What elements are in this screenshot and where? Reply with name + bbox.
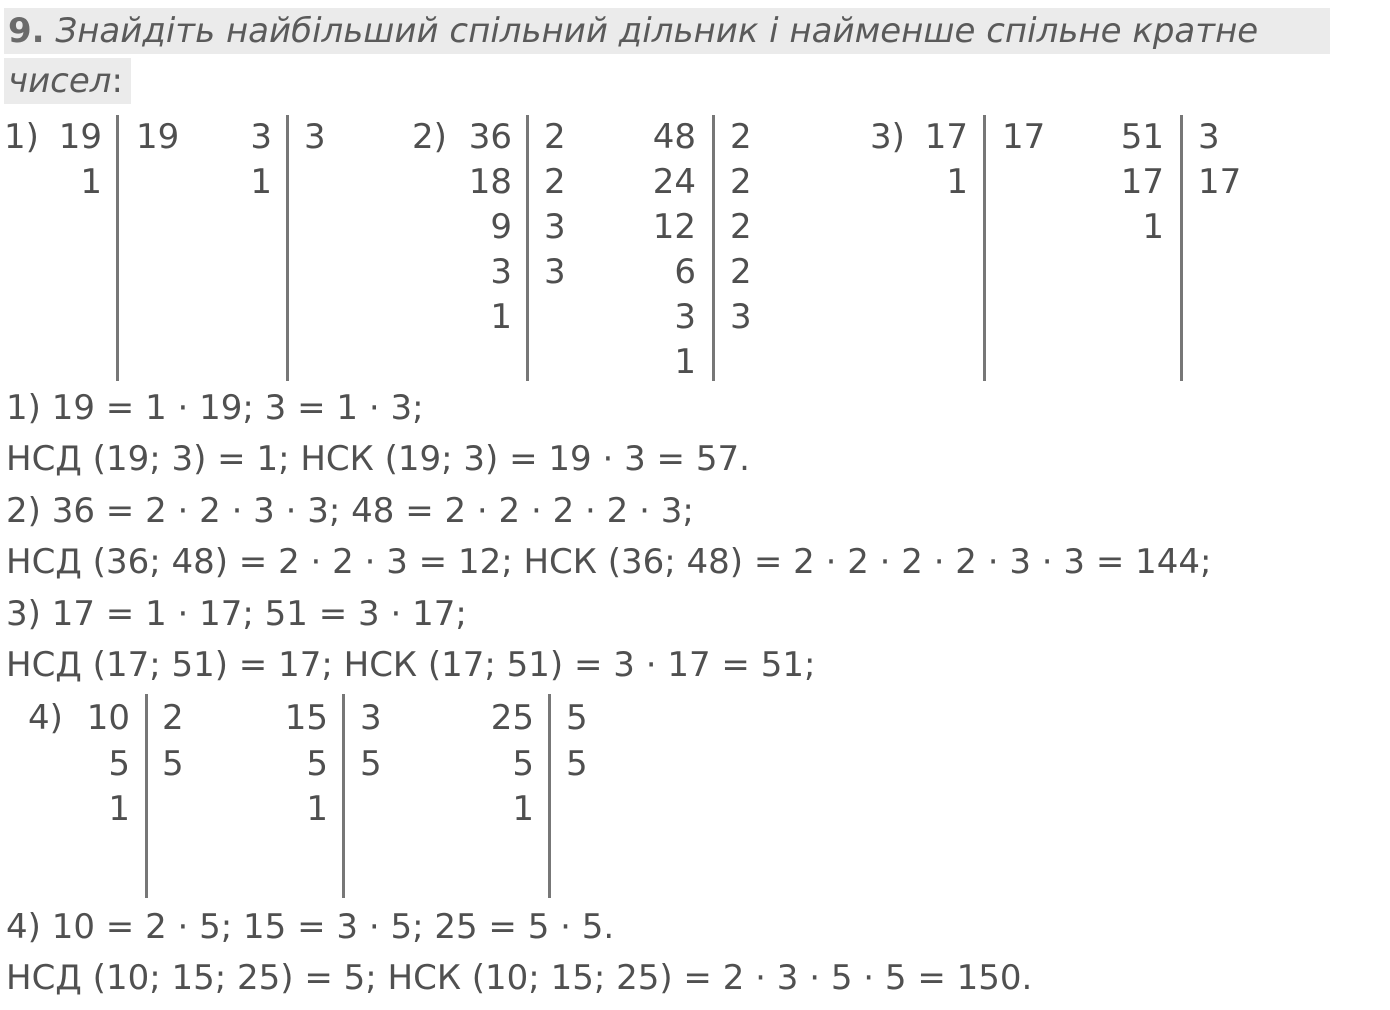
task-title-line2: чисел — [8, 61, 112, 101]
factor-left: 36 — [468, 117, 512, 157]
block1-label: 1) — [4, 117, 39, 157]
factor-left: 51 — [1120, 117, 1164, 157]
block4-label: 4) — [28, 698, 63, 738]
equation-line: 4) 10 = 2 · 5; 15 = 3 · 5; 25 = 5 · 5. — [6, 907, 615, 947]
factor-left: 17 — [924, 117, 968, 157]
factor-left: 1 — [80, 162, 102, 202]
factor-right: 2 — [544, 162, 566, 202]
factor-right: 5 — [566, 698, 588, 738]
factor-right: 2 — [730, 117, 752, 157]
equation-line: НСД (10; 15; 25) = 5; НСК (10; 15; 25) = 2 · 3 · 5 · 5 = 150. — [6, 958, 1033, 998]
factor-left: 1 — [946, 162, 968, 202]
factor-right: 5 — [566, 744, 588, 784]
factor-left: 6 — [674, 252, 696, 292]
division-line — [548, 694, 551, 898]
factor-left: 3 — [250, 117, 272, 157]
factor-right: 3 — [730, 297, 752, 337]
factor-right: 2 — [162, 698, 184, 738]
factor-left: 1 — [674, 342, 696, 382]
factor-left: 18 — [468, 162, 512, 202]
division-line — [145, 694, 148, 898]
task-title-colon: : — [111, 61, 123, 101]
factor-right: 3 — [544, 252, 566, 292]
factor-left: 10 — [86, 698, 130, 738]
task-number: 9. — [8, 11, 45, 51]
equation-line: 2) 36 = 2 · 2 · 3 · 3; 48 = 2 · 2 · 2 · 2 · 3; — [6, 491, 694, 531]
equation-line: НСД (19; 3) = 1; НСК (19; 3) = 19 · 3 = 57. — [6, 439, 750, 479]
factor-left: 19 — [58, 117, 102, 157]
factor-right: 3 — [304, 117, 326, 157]
factor-left: 1 — [250, 162, 272, 202]
division-line — [712, 115, 715, 381]
factor-left: 1 — [306, 789, 328, 829]
block2-label: 2) — [412, 117, 447, 157]
factor-left: 15 — [284, 698, 328, 738]
factor-left: 12 — [652, 207, 696, 247]
factor-left: 25 — [490, 698, 534, 738]
factor-left: 1 — [490, 297, 512, 337]
factor-right: 3 — [360, 698, 382, 738]
factor-left: 3 — [674, 297, 696, 337]
factor-left: 5 — [108, 744, 130, 784]
factor-right: 19 — [136, 117, 180, 157]
equation-line: 3) 17 = 1 · 17; 51 = 3 · 17; — [6, 594, 467, 634]
factor-left: 24 — [652, 162, 696, 202]
division-line — [526, 115, 529, 381]
factor-left: 1 — [108, 789, 130, 829]
factor-right: 5 — [162, 744, 184, 784]
factor-left: 5 — [512, 744, 534, 784]
factor-right: 17 — [1002, 117, 1046, 157]
factor-left: 17 — [1120, 162, 1164, 202]
factor-left: 1 — [1142, 207, 1164, 247]
factor-right: 2 — [544, 117, 566, 157]
factor-right: 2 — [730, 207, 752, 247]
factor-right: 5 — [360, 744, 382, 784]
division-line — [983, 115, 986, 381]
factor-left: 9 — [490, 207, 512, 247]
factor-right: 3 — [1198, 117, 1220, 157]
factor-left: 1 — [512, 789, 534, 829]
factor-right: 2 — [730, 252, 752, 292]
factor-left: 5 — [306, 744, 328, 784]
division-line — [286, 115, 289, 381]
factor-right: 3 — [544, 207, 566, 247]
task-title-cont — [8, 58, 123, 104]
factor-right: 17 — [1198, 162, 1242, 202]
factor-left: 48 — [652, 117, 696, 157]
equation-line: НСД (17; 51) = 17; НСК (17; 51) = 3 · 17 = 51; — [6, 645, 816, 685]
division-line — [116, 115, 119, 381]
factor-right: 2 — [730, 162, 752, 202]
task-title — [8, 8, 1258, 54]
division-line — [1180, 115, 1183, 381]
factor-left: 3 — [490, 252, 512, 292]
equation-line: НСД (36; 48) = 2 · 2 · 3 = 12; НСК (36; 48) = 2 · 2 · 2 · 2 · 3 · 3 = 144; — [6, 542, 1212, 582]
block3-label: 3) — [870, 117, 905, 157]
division-line — [342, 694, 345, 898]
task-title-line1: Знайдіть найбільший спільний дільник і найменше спільне кратне — [55, 11, 1259, 51]
equation-line: 1) 19 = 1 · 19; 3 = 1 · 3; — [6, 388, 424, 428]
